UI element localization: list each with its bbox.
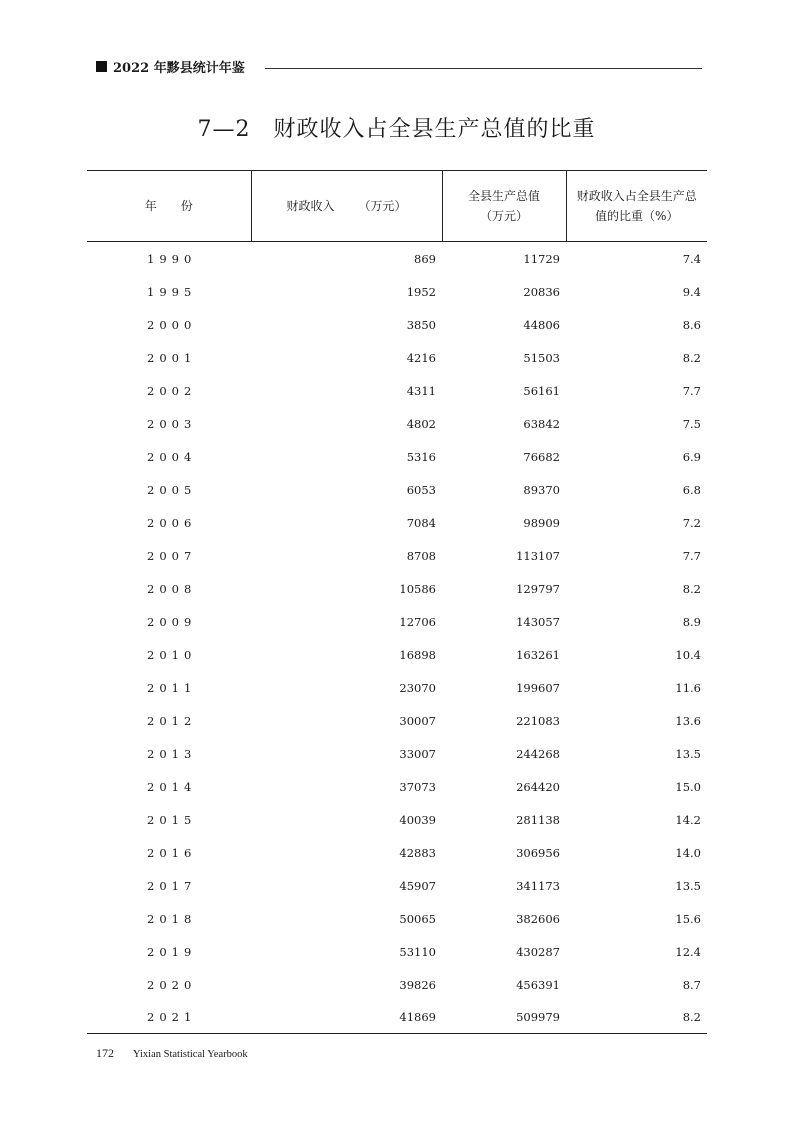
- gdp-cell: 281138: [516, 812, 560, 827]
- table-row: [87, 770, 707, 803]
- ratio-cell: 11.6: [675, 680, 701, 695]
- ratio-cell: 6.8: [682, 482, 701, 497]
- revenue-cell: 12706: [399, 614, 436, 629]
- year-cell: 2001: [147, 350, 197, 365]
- revenue-cell: 45907: [399, 878, 436, 893]
- revenue-cell: 8708: [406, 548, 436, 563]
- running-header: [96, 56, 702, 76]
- table-row: [87, 935, 707, 968]
- table-row: [87, 671, 707, 704]
- gdp-cell: 244268: [516, 746, 560, 761]
- year-cell: 2008: [147, 581, 197, 596]
- revenue-cell: 53110: [399, 944, 436, 959]
- revenue-cell: 1952: [406, 284, 436, 299]
- ratio-cell: 8.9: [682, 614, 701, 629]
- header-square-icon: [96, 61, 107, 72]
- year-cell: 2012: [147, 713, 197, 728]
- gdp-cell: 430287: [516, 944, 560, 959]
- ratio-cell: 14.2: [675, 812, 701, 827]
- table-row: [87, 242, 707, 276]
- revenue-cell: 40039: [399, 812, 436, 827]
- ratio-cell: 7.7: [682, 383, 701, 398]
- gdp-cell: 89370: [523, 482, 560, 497]
- revenue-cell: 42883: [399, 845, 436, 860]
- year-cell: 2014: [147, 779, 197, 794]
- revenue-cell: 23070: [399, 680, 436, 695]
- revenue-unit: （万元）: [358, 199, 407, 213]
- gdp-cell: 143057: [516, 614, 560, 629]
- table-row: [87, 704, 707, 737]
- year-cell: 2000: [147, 317, 197, 332]
- ratio-cell: 7.5: [682, 416, 701, 431]
- gdp-cell: 456391: [516, 977, 560, 992]
- revenue-label: 财政收入: [286, 199, 335, 213]
- ratio-cell: 7.2: [682, 515, 701, 530]
- revenue-cell: 37073: [399, 779, 436, 794]
- table-row: [87, 869, 707, 902]
- revenue-cell: 3850: [406, 317, 436, 332]
- revenue-cell: 50065: [399, 911, 436, 926]
- gdp-cell: 113107: [516, 548, 560, 563]
- gdp-cell: 221083: [516, 713, 560, 728]
- revenue-cell: 30007: [399, 713, 436, 728]
- ratio-cell: 9.4: [682, 284, 701, 299]
- revenue-cell: 10586: [399, 581, 436, 596]
- ratio-label-line2: 值的比重（%）: [595, 209, 679, 223]
- gdp-cell: 509979: [442, 1001, 566, 1034]
- gdp-cell: 341173: [516, 878, 560, 893]
- table-row: [87, 407, 707, 440]
- gdp-label: 全县生产总值: [467, 189, 540, 203]
- table-row: [87, 341, 707, 374]
- ratio-cell: 8.2: [566, 1001, 707, 1034]
- revenue-cell: 16898: [399, 647, 436, 662]
- ratio-cell: 7.7: [682, 548, 701, 563]
- table-row: [87, 902, 707, 935]
- gdp-cell: 98909: [523, 515, 560, 530]
- gdp-cell: 56161: [523, 383, 560, 398]
- revenue-cell: 41869: [251, 1001, 442, 1034]
- revenue-cell: 5316: [406, 449, 436, 464]
- table-row: [87, 275, 707, 308]
- book-title: Yixian Statistical Yearbook: [133, 1049, 248, 1060]
- gdp-cell: 199607: [516, 680, 560, 695]
- ratio-label-line1: 财政收入占全县生产总: [576, 189, 697, 203]
- ratio-cell: 13.5: [675, 746, 701, 761]
- table-row: [87, 803, 707, 836]
- running-title: 2022 年黟县统计年鉴: [113, 60, 245, 76]
- year-cell: 2005: [147, 482, 197, 497]
- year-cell: 2013: [147, 746, 197, 761]
- ratio-cell: 6.9: [682, 449, 701, 464]
- column-header-ratio: [566, 171, 707, 242]
- ratio-cell: 8.6: [682, 317, 701, 332]
- table-row: [87, 968, 707, 1001]
- table-row: [87, 308, 707, 341]
- ratio-cell: 8.2: [682, 581, 701, 596]
- year-cell: 2004: [147, 449, 197, 464]
- column-header-revenue: [251, 171, 442, 242]
- ratio-cell: 8.2: [682, 350, 701, 365]
- gdp-cell: 51503: [523, 350, 560, 365]
- year-cell: 2016: [147, 845, 197, 860]
- gdp-cell: 306956: [516, 845, 560, 860]
- table-row: [87, 1001, 707, 1034]
- ratio-cell: 8.7: [682, 977, 701, 992]
- gdp-cell: 20836: [523, 284, 560, 299]
- gdp-unit: （万元）: [479, 209, 528, 223]
- column-header-year: 年 份: [87, 171, 251, 242]
- year-cell: 1990: [147, 251, 197, 266]
- header-rule: [265, 68, 702, 69]
- page-number: 172: [96, 1046, 114, 1060]
- ratio-cell: 12.4: [675, 944, 701, 959]
- year-cell: 2003: [147, 416, 197, 431]
- table-row: [87, 374, 707, 407]
- ratio-cell: 7.4: [682, 251, 701, 266]
- year-cell: 2018: [147, 911, 197, 926]
- gdp-cell: 11729: [523, 251, 560, 266]
- table-header-row: [87, 171, 707, 242]
- page-footer: [96, 1046, 248, 1061]
- table-row: [87, 440, 707, 473]
- year-cell: 2002: [147, 383, 197, 398]
- table-body: [87, 242, 707, 1034]
- revenue-cell: 33007: [399, 746, 436, 761]
- year-cell: 2010: [147, 647, 197, 662]
- gdp-cell: 76682: [523, 449, 560, 464]
- year-cell: 2019: [147, 944, 197, 959]
- year-cell: 1995: [147, 284, 197, 299]
- revenue-cell: 4216: [406, 350, 436, 365]
- table-row: [87, 539, 707, 572]
- gdp-cell: 129797: [516, 581, 560, 596]
- revenue-cell: 4311: [406, 383, 436, 398]
- data-table: [87, 170, 707, 1034]
- revenue-cell: 4802: [406, 416, 436, 431]
- table-row: [87, 836, 707, 869]
- ratio-cell: 15.0: [675, 779, 701, 794]
- table-title: 7—2 财政收入占全县生产总值的比重: [197, 117, 596, 142]
- year-cell: 2020: [147, 977, 197, 992]
- year-cell: 2021: [87, 1001, 251, 1034]
- column-header-gdp: [442, 171, 566, 242]
- year-cell: 2011: [147, 680, 197, 695]
- table-row: [87, 605, 707, 638]
- year-cell: 2007: [147, 548, 197, 563]
- ratio-cell: 13.6: [675, 713, 701, 728]
- ratio-cell: 14.0: [675, 845, 701, 860]
- gdp-cell: 264420: [516, 779, 560, 794]
- gdp-cell: 44806: [523, 317, 560, 332]
- table-row: [87, 473, 707, 506]
- ratio-cell: 13.5: [675, 878, 701, 893]
- year-cell: 2009: [147, 614, 197, 629]
- year-cell: 2006: [147, 515, 197, 530]
- revenue-cell: 39826: [399, 977, 436, 992]
- ratio-cell: 15.6: [675, 911, 701, 926]
- year-cell: 2017: [147, 878, 197, 893]
- gdp-cell: 163261: [516, 647, 560, 662]
- revenue-cell: 6053: [406, 482, 436, 497]
- gdp-cell: 63842: [523, 416, 560, 431]
- table-row: [87, 572, 707, 605]
- gdp-cell: 382606: [516, 911, 560, 926]
- table-row: [87, 737, 707, 770]
- table-row: [87, 506, 707, 539]
- table-row: [87, 638, 707, 671]
- year-cell: 2015: [147, 812, 197, 827]
- revenue-cell: 7084: [406, 515, 436, 530]
- revenue-cell: 869: [414, 251, 436, 266]
- ratio-cell: 10.4: [675, 647, 701, 662]
